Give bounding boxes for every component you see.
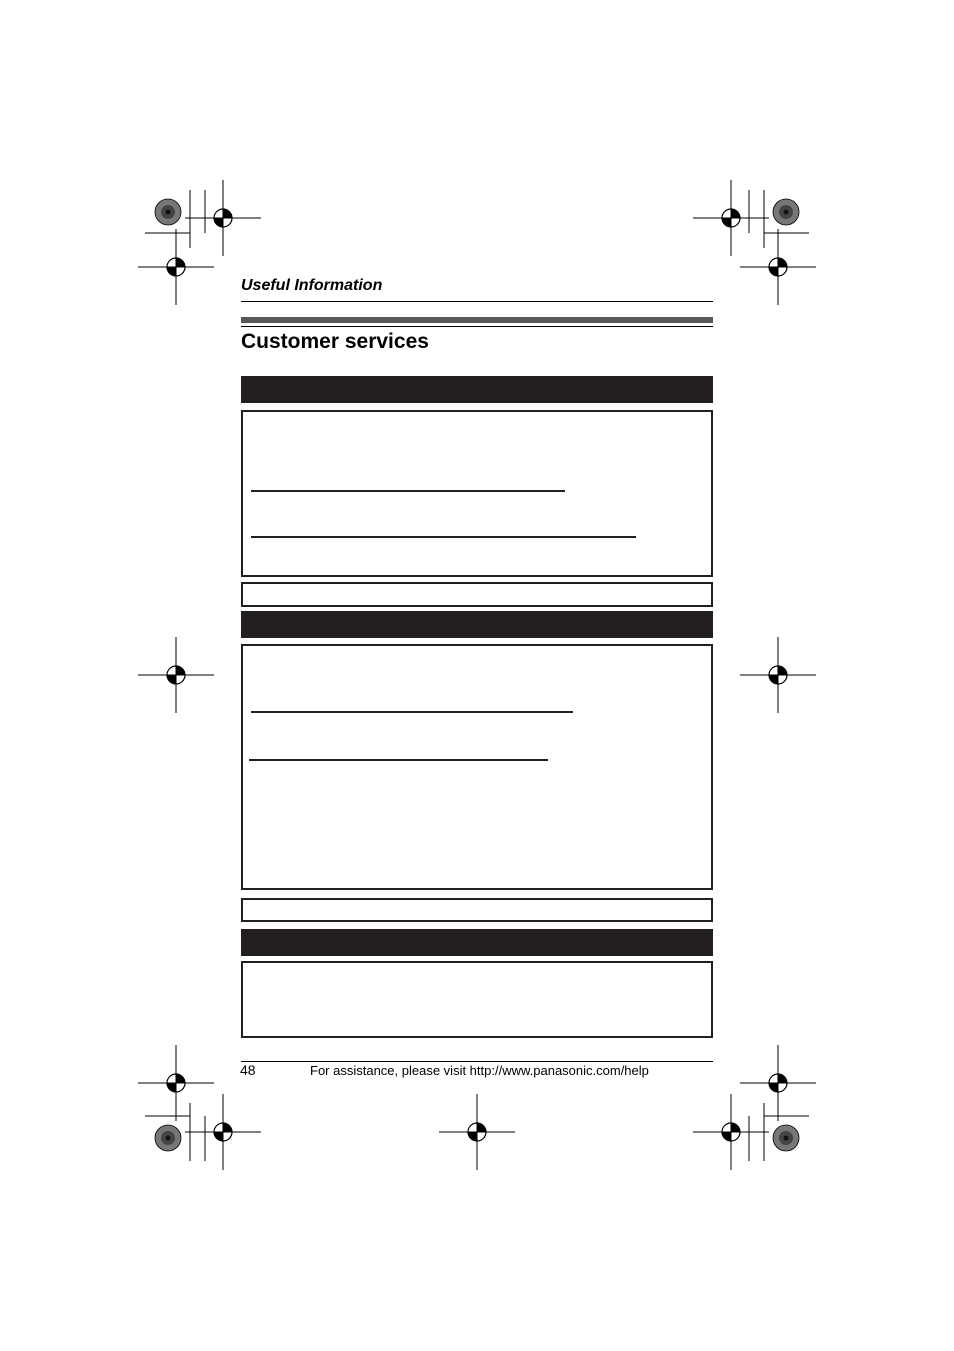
content-box-3 (241, 961, 713, 1038)
footer-assistance-text: For assistance, please visit http://www.panasonic.com/help (310, 1063, 649, 1078)
note-box-1 (241, 582, 713, 607)
block-header-3 (241, 929, 713, 956)
page-title: Customer services (241, 330, 429, 353)
title-accent-line (241, 326, 713, 327)
note-box-2 (241, 898, 713, 922)
title-accent-bar (241, 317, 713, 323)
underline-1b (251, 536, 636, 538)
page-number: 48 (240, 1062, 256, 1078)
content-box-1 (241, 410, 713, 577)
section-label: Useful Information (241, 277, 383, 294)
block-header-2 (241, 611, 713, 638)
underline-2a (251, 711, 573, 713)
footer-rule (241, 1061, 713, 1062)
header-rule (241, 301, 713, 302)
block-header-1 (241, 376, 713, 403)
underline-1a (251, 490, 565, 492)
content-box-2 (241, 644, 713, 890)
underline-2b (249, 759, 548, 761)
